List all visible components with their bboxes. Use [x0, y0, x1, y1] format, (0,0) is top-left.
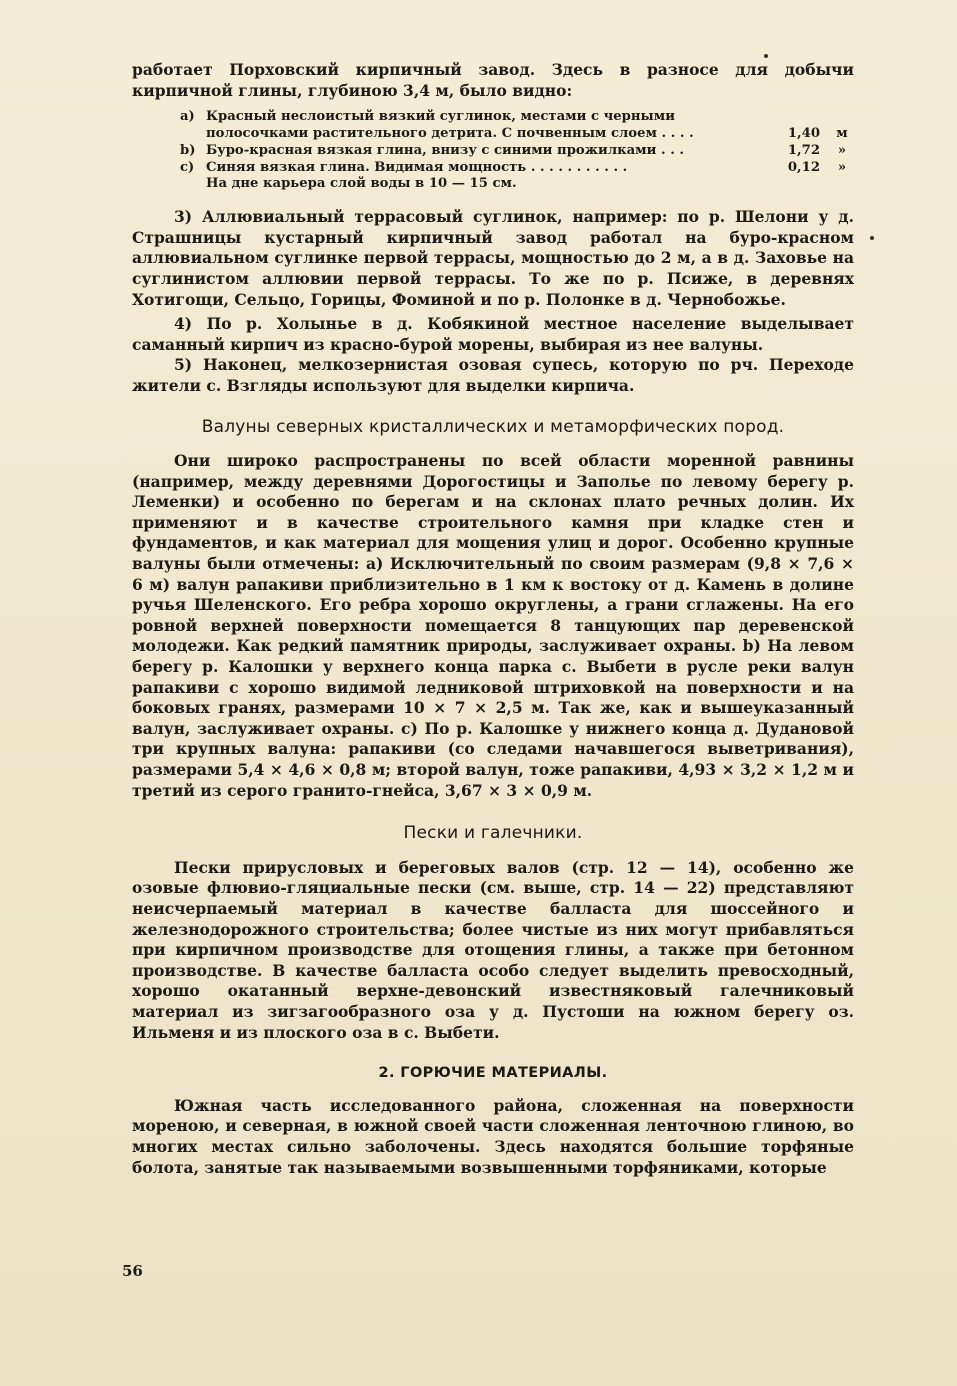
page-number: 56 [122, 1262, 143, 1280]
list-text: Красный неслоистый вязкий суглинок, местами с черными полосочками растительного детрита. С почвенным слоем . . . . [206, 109, 694, 141]
paragraph-5: 5) Наконец, мелкозернистая озовая супесь, которую по рч. Переходе жители с. Взгляды используют для выделки кирпича. [132, 355, 854, 395]
paragraph-fuels: Южная часть исследованного района, сложенная на поверхности мореною, и северная, в южной своей части сложенная ленточною глиною, во многих местах сильно заболочены. Здесь находятся большие торфяные болота, занятые так называемыми возвышенными торфяниками, которые [132, 1095, 854, 1177]
list-item [180, 143, 854, 160]
ink-speck [764, 54, 768, 58]
list-item [180, 160, 854, 177]
list-unit: » [837, 142, 847, 158]
list-note: На дне карьера слой воды в 10 — 15 см. [206, 176, 517, 192]
section-heading-fuels: 2. ГОРЮЧИЕ МАТЕРИАЛЫ. [378, 1065, 608, 1082]
list-unit: м [836, 125, 848, 141]
ink-speck [870, 236, 874, 240]
paragraph-boulders: Они широко распространены по всей области моренной равнины (например, между деревнями Дорогостицы и Заполье по левому берегу р. Леменки) и особенно по берегам и на склонах плато речных долин. Их применяют и в качестве строительного камня при кладке стен и фундаментов, и как материал для мощения улиц и дорог. Особенно крупные валуны были отмечены: а) Исключительный по своим размерам (9,8 × 7,6 × 6 м) валун рапакиви приблизительно в 1 км к востоку от д. Камень в долине ручья Шеленского. Его ребра хорошо округлены, а грани сглажены. На его ровной верхней поверхности помещается 8 танцующих пар деревенской молодежи. Как редкий памятник природы, заслуживает охраны. b) На левом берегу р. Калошки у верхнего конца парка с. Выбети в русле реки валун рапакиви с хорошо видимой ледниковой штриховкой на поверхности и на боковых гранях, размерами 10 × 7 × 2,5 м. Так же, как и вышеуказанный валун, заслуживает охраны. с) По р. Калошке у нижнего конца д. Дудановой три крупных валуна: рапакиви (со следами начавшегося выветривания), размерами 5,4 × 4,6 × 0,8 м; второй валун, тоже рапакиви, 4,93 × 3,2 × 1,2 м и третий из серого гранито-гнейса, 3,67 × 3 × 0,9 м. [132, 451, 854, 800]
text-column [132, 60, 854, 1178]
list-marker: с) [180, 159, 195, 175]
section-heading-sands: Пески и галечники. [403, 823, 583, 844]
paragraph-4: 4) По р. Холынье в д. Кобякиной местное население выделывает саманный кирпич из красно-бурой морены, выбирая из нее валуны. [132, 314, 854, 354]
list-text: Синяя вязкая глина. Видимая мощность . . . . . . . . . . . [206, 159, 628, 175]
list-unit: » [837, 159, 847, 175]
list-marker: b) [180, 142, 196, 158]
list-text: Буро-красная вязкая глина, внизу с синими прожилками . . . [206, 142, 684, 158]
list-value: 1,72 [787, 142, 820, 158]
intro-paragraph: работает Порховский кирпичный завод. Здесь в разносе для добычи кирпичной глины, глубиною 3,4 м, было видно: [132, 60, 854, 100]
layer-list [132, 109, 854, 193]
list-item [180, 109, 854, 143]
section-heading-boulders: Валуны северных кристаллических и метаморфических пород. [201, 416, 785, 437]
list-value: 1,40 [787, 125, 820, 141]
list-marker: а) [180, 109, 195, 125]
paragraph-sands: Пески прирусловых и береговых валов (стр. 12 — 14), особенно же озовые флювио-гляциальные пески (см. выше, стр. 14 — 22) представляют неисчерпаемый материал в качестве балласта для шоссейного и железнодорожного строительства; более чистые из них могут прибавляться при кирпичном производстве для отощения глины, а также при бетонном производстве. В качестве балласта особо следует выделить превосходный, хорошо окатанный верхне-девонский известняковый галечниковый материал из зигзагообразного оза у д. Пустоши на южном берегу оз. Ильменя и из плоского оза в с. Выбети. [132, 857, 854, 1042]
paragraph-3: 3) Аллювиальный террасовый суглинок, например: по р. Шелони у д. Страшницы кустарный кирпичный завод работал на буро-красном аллювиальном суглинке первой террасы, мощностью до 2 м, а в д. Заховье на суглинистом аллювии первой террасы. То же по р. Псиже, в деревнях Хотигощи, Сельцо, Горицы, Фоминой и по р. Полонке в д. Чернобожье. [132, 207, 854, 309]
list-value: 0,12 [787, 159, 820, 175]
